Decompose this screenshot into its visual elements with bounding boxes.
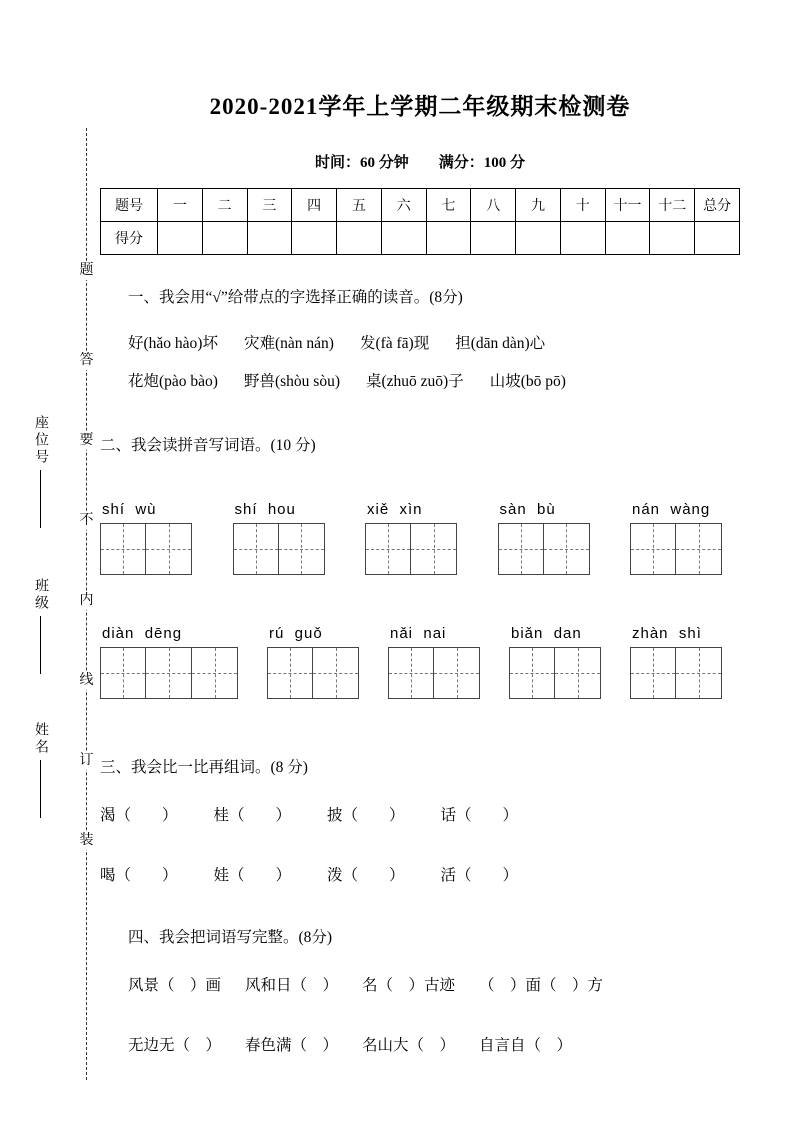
writing-cell bbox=[544, 523, 590, 575]
pinyin-word-group bbox=[630, 501, 722, 575]
pinyin-word-group bbox=[498, 501, 590, 575]
pinyin-label: rú guǒ bbox=[269, 625, 323, 642]
pinyin-label: xiě xìn bbox=[367, 501, 423, 518]
section-2-heading: 二、我会读拼音写词语。(10 分) bbox=[100, 437, 316, 454]
pinyin-label: sàn bù bbox=[499, 501, 556, 518]
pinyin-word-group bbox=[365, 501, 457, 575]
section-3-row-2 bbox=[100, 863, 740, 885]
writing-cell bbox=[192, 647, 238, 699]
score-label: 得分 bbox=[101, 222, 158, 255]
writing-cell bbox=[498, 523, 544, 575]
score-cell-blank bbox=[158, 222, 203, 255]
score-col: 八 bbox=[471, 189, 516, 222]
score-col: 二 bbox=[202, 189, 247, 222]
writing-cell bbox=[100, 647, 146, 699]
binding-char: 订 bbox=[79, 753, 94, 768]
score-col: 十二 bbox=[650, 189, 695, 222]
exam-title: 2020-2021学年上学期二年级期末检测卷 bbox=[209, 94, 631, 119]
writing-cell bbox=[434, 647, 480, 699]
question-number-label: 题号 bbox=[101, 189, 158, 222]
seat-number-blank-line bbox=[40, 470, 41, 528]
name-label: 姓名 bbox=[33, 722, 48, 756]
name-blank-line bbox=[40, 760, 41, 818]
writing-cell bbox=[676, 647, 722, 699]
seat-number-label: 座位号 bbox=[33, 415, 48, 466]
question-item: （ ）面（ ）方 bbox=[479, 977, 604, 994]
binding-char: 线 bbox=[79, 673, 94, 688]
class-blank-line bbox=[40, 616, 41, 674]
pinyin-label: nǎi nai bbox=[390, 625, 447, 642]
class-field bbox=[30, 578, 50, 674]
writing-cell bbox=[146, 647, 192, 699]
question-item: 话（ ） bbox=[440, 807, 519, 824]
writing-grid bbox=[100, 647, 238, 699]
section-1-line-1 bbox=[100, 331, 740, 353]
binding-char: 装 bbox=[79, 833, 94, 848]
section-4-row-1 bbox=[100, 973, 740, 995]
pinyin-words-row-1 bbox=[100, 501, 722, 575]
question-item: 春色满（ ） bbox=[245, 1037, 339, 1054]
writing-cell bbox=[411, 523, 457, 575]
question-item: 披（ ） bbox=[327, 807, 405, 824]
question-item: 花炮(pào bào) bbox=[128, 373, 218, 390]
writing-grid bbox=[630, 523, 722, 575]
score-col: 三 bbox=[247, 189, 292, 222]
question-item: 自言自（ ） bbox=[479, 1037, 573, 1054]
pinyin-label: diàn dēng bbox=[102, 625, 183, 642]
question-item: 活（ ） bbox=[440, 867, 519, 884]
binding-char: 不 bbox=[79, 513, 94, 528]
writing-grid bbox=[498, 523, 590, 575]
question-item: 风景（ ）画 bbox=[128, 977, 222, 994]
pinyin-word-group bbox=[630, 625, 722, 699]
pinyin-word-group bbox=[509, 625, 601, 699]
score-cell-blank bbox=[292, 222, 337, 255]
writing-cell bbox=[146, 523, 192, 575]
pinyin-label: nán wàng bbox=[632, 501, 711, 518]
writing-cell bbox=[630, 647, 676, 699]
question-item: 无边无（ ） bbox=[128, 1037, 222, 1054]
score-table bbox=[100, 188, 740, 255]
writing-grid bbox=[509, 647, 601, 699]
writing-cell bbox=[365, 523, 411, 575]
writing-cell bbox=[509, 647, 555, 699]
writing-cell bbox=[388, 647, 434, 699]
binding-char: 题 bbox=[79, 263, 94, 278]
score-cell-blank bbox=[247, 222, 292, 255]
score-table-header-row bbox=[101, 189, 740, 222]
section-3-heading: 三、我会比一比再组词。(8 分) bbox=[100, 759, 308, 776]
writing-cell bbox=[233, 523, 279, 575]
writing-grid bbox=[100, 523, 192, 575]
writing-cell bbox=[100, 523, 146, 575]
question-item: 风和日（ ） bbox=[245, 977, 339, 994]
binding-char: 要 bbox=[79, 433, 94, 448]
pinyin-word-group bbox=[100, 501, 192, 575]
question-item: 野兽(shòu sòu) bbox=[243, 373, 340, 390]
score-col: 十 bbox=[560, 189, 605, 222]
score-col: 十一 bbox=[605, 189, 650, 222]
score-cell-blank bbox=[202, 222, 247, 255]
question-item: 名（ ）古迹 bbox=[362, 977, 456, 994]
question-item: 好(hǎo hào)坏 bbox=[128, 335, 218, 352]
pinyin-label: shí hou bbox=[234, 501, 296, 518]
pinyin-word-group bbox=[267, 625, 359, 699]
score-cell-blank bbox=[605, 222, 650, 255]
score-cell-blank bbox=[337, 222, 382, 255]
pinyin-label: zhàn shì bbox=[632, 625, 702, 642]
pinyin-label: biǎn dan bbox=[511, 625, 582, 642]
question-item: 灾难(nàn nán) bbox=[243, 335, 334, 352]
writing-grid bbox=[388, 647, 480, 699]
score-cell-blank bbox=[381, 222, 426, 255]
binding-char: 内 bbox=[79, 593, 94, 608]
score-cell-blank bbox=[695, 222, 740, 255]
writing-cell bbox=[555, 647, 601, 699]
exam-content bbox=[100, 0, 740, 1055]
score-cell-blank bbox=[426, 222, 471, 255]
question-item: 名山大（ ） bbox=[362, 1037, 456, 1054]
question-item: 担(dān dàn)心 bbox=[455, 335, 546, 352]
score-cell-blank bbox=[650, 222, 695, 255]
question-item: 发(fà fā)现 bbox=[359, 335, 430, 352]
section-1-heading: 一、我会用“√”给带点的字选择正确的读音。(8分) bbox=[128, 289, 463, 306]
section-4-row-2 bbox=[100, 1033, 740, 1055]
time-and-score-line: 时间：60 分钟 满分：100 分 bbox=[314, 155, 525, 171]
writing-grid bbox=[233, 523, 325, 575]
score-col: 六 bbox=[381, 189, 426, 222]
question-item: 娃（ ） bbox=[213, 867, 292, 884]
score-cell-blank bbox=[560, 222, 605, 255]
pinyin-label: shí wù bbox=[102, 501, 157, 518]
section-4-heading: 四、我会把词语写完整。(8分) bbox=[128, 929, 333, 946]
score-cell-blank bbox=[471, 222, 516, 255]
writing-cell bbox=[313, 647, 359, 699]
score-col: 总分 bbox=[695, 189, 740, 222]
seat-number-field bbox=[30, 415, 50, 528]
pinyin-word-group bbox=[233, 501, 325, 575]
binding-char: 答 bbox=[79, 353, 94, 368]
score-col: 五 bbox=[337, 189, 382, 222]
question-item: 山坡(bō pō) bbox=[489, 373, 566, 390]
score-table-score-row bbox=[101, 222, 740, 255]
writing-cell bbox=[267, 647, 313, 699]
writing-grid bbox=[630, 647, 722, 699]
writing-grid bbox=[267, 647, 359, 699]
score-col: 九 bbox=[516, 189, 561, 222]
score-col: 一 bbox=[158, 189, 203, 222]
section-3-row-1 bbox=[100, 803, 740, 825]
question-item: 桌(zhuō zuō)子 bbox=[365, 373, 464, 390]
question-item: 喝（ ） bbox=[100, 867, 178, 884]
writing-cell bbox=[676, 523, 722, 575]
score-col: 四 bbox=[292, 189, 337, 222]
section-1-line-2 bbox=[100, 369, 740, 391]
question-item: 桂（ ） bbox=[213, 807, 292, 824]
question-item: 泼（ ） bbox=[327, 867, 405, 884]
score-cell-blank bbox=[516, 222, 561, 255]
score-col: 七 bbox=[426, 189, 471, 222]
name-field bbox=[30, 722, 50, 818]
writing-cell bbox=[630, 523, 676, 575]
pinyin-word-group bbox=[388, 625, 480, 699]
pinyin-word-group bbox=[100, 625, 238, 699]
writing-grid bbox=[365, 523, 457, 575]
writing-cell bbox=[279, 523, 325, 575]
pinyin-words-row-2 bbox=[100, 625, 722, 699]
question-item: 渴（ ） bbox=[100, 807, 178, 824]
class-label: 班级 bbox=[33, 578, 48, 612]
